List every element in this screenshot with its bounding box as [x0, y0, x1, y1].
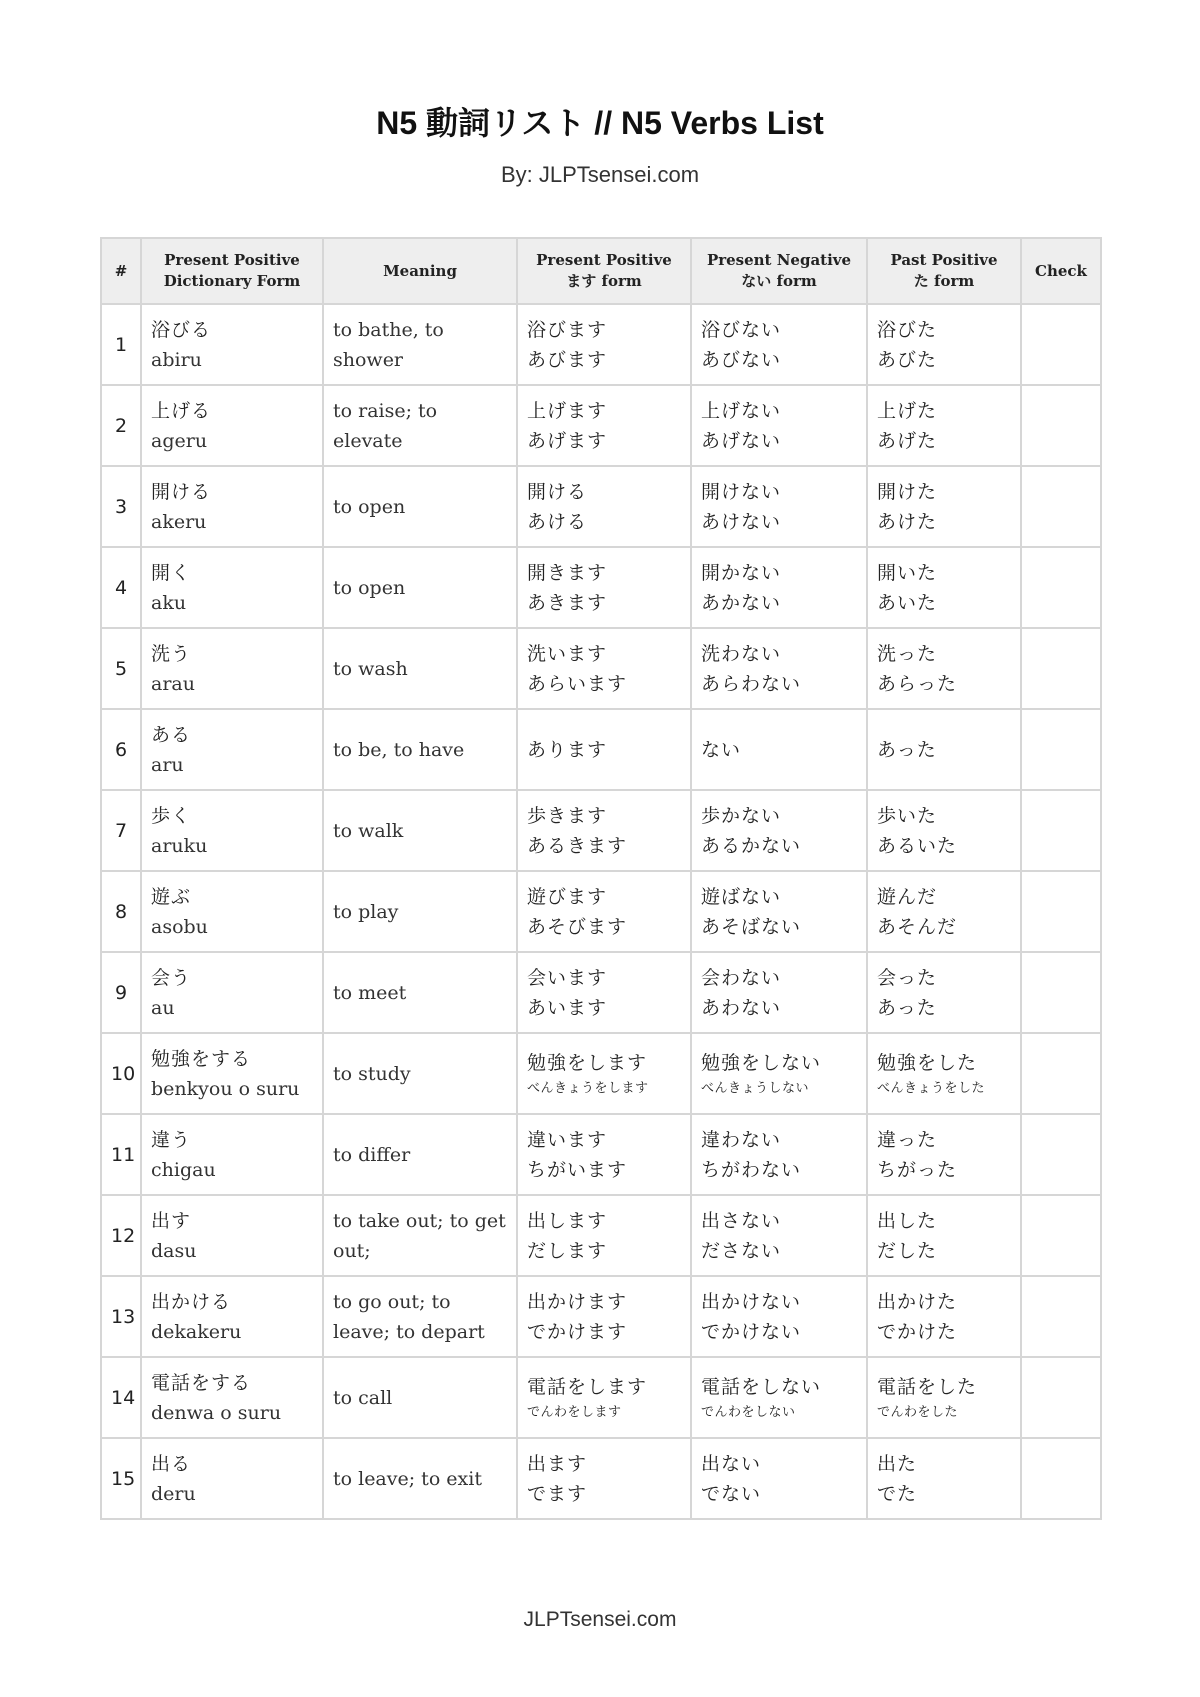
check-cell[interactable] — [1021, 1195, 1101, 1276]
ta-form-cell — [867, 385, 1021, 466]
nai-form-cell — [691, 1276, 867, 1357]
ta-form-cell-kanji: 開いた — [877, 561, 938, 584]
table-row — [101, 1195, 1101, 1276]
masu-form-cell — [517, 628, 691, 709]
ta-form-cell — [867, 871, 1021, 952]
column-header-nai-form — [691, 238, 867, 304]
ta-form-cell-kanji: 出た — [877, 1452, 918, 1475]
masu-form-cell — [517, 466, 691, 547]
masu-form-cell-reading: でかけます — [527, 1320, 628, 1343]
nai-form-cell-kanji: 洗わない — [701, 642, 782, 665]
meaning-cell: to open — [323, 466, 517, 547]
ta-form-cell — [867, 304, 1021, 385]
ta-form-cell-reading: だした — [877, 1239, 938, 1262]
meaning-cell: to raise; to elevate — [323, 385, 517, 466]
column-header-ta-form — [867, 238, 1021, 304]
nai-form-cell — [691, 790, 867, 871]
table-row — [101, 385, 1101, 466]
column-header-line: ない form — [741, 272, 817, 290]
dictionary-form-cell — [141, 790, 323, 871]
nai-form-cell — [691, 466, 867, 547]
masu-form-cell — [517, 1357, 691, 1438]
verb-romaji: abiru — [151, 348, 202, 371]
nai-form-cell — [691, 952, 867, 1033]
ta-form-cell-reading: あけた — [877, 510, 938, 533]
dictionary-form-cell — [141, 385, 323, 466]
dictionary-form-cell — [141, 547, 323, 628]
ta-form-cell — [867, 709, 1021, 790]
verb-kanji: 浴びる — [151, 318, 212, 341]
masu-form-cell — [517, 952, 691, 1033]
column-header-number: # — [101, 238, 141, 304]
nai-form-cell-kanji: 歩かない — [701, 804, 782, 827]
meaning-cell: to walk — [323, 790, 517, 871]
verb-romaji: ageru — [151, 429, 208, 452]
check-cell[interactable] — [1021, 1033, 1101, 1114]
ta-form-cell-kanji: 洗った — [877, 642, 938, 665]
ta-form-cell-kanji: 歩いた — [877, 804, 938, 827]
nai-form-cell-reading: あらわない — [701, 672, 802, 695]
table-row — [101, 1033, 1101, 1114]
nai-form-cell-reading: あるかない — [701, 834, 802, 857]
nai-form-cell-reading: あかない — [701, 591, 782, 614]
nai-form-cell-reading: ちがわない — [701, 1158, 802, 1181]
masu-form-cell-kanji: 出ます — [527, 1452, 588, 1475]
verb-romaji: akeru — [151, 510, 207, 533]
ta-form-cell-reading: あげた — [877, 429, 938, 452]
masu-form-cell-reading: あらいます — [527, 672, 628, 695]
column-header-line: Past Positive — [890, 251, 998, 269]
masu-form-cell-kanji: 歩きます — [527, 804, 608, 827]
verb-romaji: au — [151, 996, 175, 1019]
meaning-cell: to play — [323, 871, 517, 952]
table-row — [101, 1114, 1101, 1195]
verb-kanji: 電話をする — [151, 1371, 252, 1394]
dictionary-form-cell — [141, 1276, 323, 1357]
verb-kanji: 歩く — [151, 804, 192, 827]
verb-kanji: 出る — [151, 1452, 192, 1475]
column-header-meaning: Meaning — [323, 238, 517, 304]
masu-form-cell — [517, 1438, 691, 1519]
nai-form-cell — [691, 709, 867, 790]
masu-form-cell-kanji: 洗います — [527, 642, 608, 665]
ta-form-cell-reading: あらった — [877, 672, 958, 695]
verb-romaji: benkyou o suru — [151, 1077, 300, 1100]
check-cell[interactable] — [1021, 1114, 1101, 1195]
meaning-cell: to differ — [323, 1114, 517, 1195]
ta-form-cell-reading: でんわをした — [877, 1404, 959, 1420]
dictionary-form-cell — [141, 709, 323, 790]
meaning-cell: to take out; to get out; — [323, 1195, 517, 1276]
ta-form-cell-reading: あいた — [877, 591, 938, 614]
row-number: 2 — [101, 385, 141, 466]
nai-form-cell-reading: あそばない — [701, 915, 802, 938]
ta-form-cell-kanji: 電話をした — [877, 1375, 978, 1398]
verb-kanji: 上げる — [151, 399, 212, 422]
nai-form-cell — [691, 304, 867, 385]
dictionary-form-cell — [141, 1114, 323, 1195]
ta-form-cell — [867, 1195, 1021, 1276]
table-row — [101, 1438, 1101, 1519]
meaning-cell: to study — [323, 1033, 517, 1114]
nai-form-cell-reading: あげない — [701, 429, 782, 452]
nai-form-cell-kanji: 違わない — [701, 1128, 782, 1151]
page-subtitle: By: JLPTsensei.com — [500, 162, 700, 187]
nai-form-cell-kanji: 出かけない — [701, 1290, 802, 1313]
ta-form-cell — [867, 1276, 1021, 1357]
masu-form-cell-kanji: 遊びます — [527, 885, 608, 908]
ta-form-cell-kanji: 出かけた — [877, 1290, 958, 1313]
dictionary-form-cell — [141, 304, 323, 385]
verb-kanji: 勉強をする — [151, 1047, 252, 1070]
verb-romaji: dasu — [151, 1239, 197, 1262]
row-number: 1 — [101, 304, 141, 385]
ta-form-cell — [867, 466, 1021, 547]
verb-romaji: aku — [151, 591, 187, 614]
nai-form-cell — [691, 1438, 867, 1519]
verb-romaji: aru — [151, 753, 184, 776]
meaning-cell: to meet — [323, 952, 517, 1033]
masu-form-cell-kanji: 浴びます — [527, 318, 608, 341]
ta-form-cell-reading: あった — [877, 996, 937, 1019]
masu-form-cell — [517, 1276, 691, 1357]
nai-form-cell-kanji: 出ない — [701, 1452, 762, 1475]
ta-form-cell-kanji: 会った — [877, 966, 938, 989]
ta-form-cell-kanji: 勉強をした — [877, 1051, 978, 1074]
nai-form-cell-kanji: ない — [701, 738, 742, 761]
meaning-cell: to open — [323, 547, 517, 628]
verb-kanji: 違う — [151, 1128, 192, 1151]
verb-romaji: aruku — [151, 834, 208, 857]
masu-form-cell — [517, 1195, 691, 1276]
nai-form-cell — [691, 547, 867, 628]
nai-form-cell — [691, 1033, 867, 1114]
dictionary-form-cell — [141, 466, 323, 547]
verb-romaji: chigau — [151, 1158, 216, 1181]
nai-form-cell-kanji: 会わない — [701, 966, 782, 989]
ta-form-cell-reading: でた — [877, 1482, 918, 1505]
check-cell[interactable] — [1021, 1276, 1101, 1357]
ta-form-cell-kanji: 浴びた — [877, 318, 938, 341]
column-header-line: Present Positive — [536, 251, 672, 269]
masu-form-cell-kanji: 開ける — [527, 480, 588, 503]
verb-romaji: asobu — [151, 915, 208, 938]
ta-form-cell-reading: べんきょうをした — [877, 1080, 986, 1096]
masu-form-cell-kanji: 会います — [527, 966, 608, 989]
row-number: 13 — [101, 1276, 141, 1357]
masu-form-cell-reading: あげます — [527, 429, 608, 452]
row-number: 5 — [101, 628, 141, 709]
masu-form-cell-reading: あるきます — [527, 834, 628, 857]
masu-form-cell — [517, 790, 691, 871]
nai-form-cell — [691, 385, 867, 466]
masu-form-cell-reading: だします — [527, 1239, 608, 1262]
ta-form-cell-kanji: 出した — [877, 1209, 938, 1232]
meaning-cell: to go out; to leave; to depart — [323, 1276, 517, 1357]
table-row — [101, 871, 1101, 952]
dictionary-form-cell — [141, 1357, 323, 1438]
masu-form-cell-reading: あそびます — [527, 915, 628, 938]
ta-form-cell-kanji: 開けた — [877, 480, 938, 503]
row-number: 10 — [101, 1033, 141, 1114]
meaning-cell: to wash — [323, 628, 517, 709]
masu-form-cell-reading: でます — [527, 1482, 588, 1505]
check-cell[interactable] — [1021, 709, 1101, 790]
dictionary-form-cell — [141, 1195, 323, 1276]
masu-form-cell — [517, 547, 691, 628]
nai-form-cell-kanji: 勉強をしない — [701, 1051, 822, 1074]
row-number: 12 — [101, 1195, 141, 1276]
verb-kanji: 遊ぶ — [151, 885, 192, 908]
masu-form-cell-reading: ちがいます — [527, 1158, 628, 1181]
ta-form-cell — [867, 628, 1021, 709]
table-row — [101, 628, 1101, 709]
nai-form-cell — [691, 1114, 867, 1195]
column-header-line: た form — [913, 272, 975, 290]
ta-form-cell — [867, 790, 1021, 871]
ta-form-cell-reading: あるいた — [877, 834, 958, 857]
ta-form-cell-reading: あそんだ — [877, 915, 958, 938]
verb-kanji: 出す — [151, 1209, 192, 1232]
ta-form-cell — [867, 1357, 1021, 1438]
row-number: 11 — [101, 1114, 141, 1195]
row-number: 4 — [101, 547, 141, 628]
table-row — [101, 790, 1101, 871]
nai-form-cell-kanji: 出さない — [701, 1209, 782, 1232]
masu-form-cell-kanji: 違います — [527, 1128, 608, 1151]
row-number: 8 — [101, 871, 141, 952]
dictionary-form-cell — [141, 871, 323, 952]
row-number: 7 — [101, 790, 141, 871]
column-header-line: Dictionary Form — [163, 272, 301, 290]
ta-form-cell-reading: あびた — [877, 348, 938, 371]
nai-form-cell-reading: あわない — [701, 996, 782, 1019]
column-header-masu-form — [517, 238, 691, 304]
verb-kanji: 出かける — [151, 1290, 232, 1313]
masu-form-cell-kanji: 上げます — [527, 399, 608, 422]
nai-form-cell-reading: でんわをしない — [701, 1404, 796, 1420]
masu-form-cell — [517, 871, 691, 952]
ta-form-cell-kanji: 上げた — [877, 399, 938, 422]
table-header-row — [101, 238, 1101, 304]
verb-romaji: denwa o suru — [151, 1401, 282, 1424]
ta-form-cell — [867, 1033, 1021, 1114]
nai-form-cell-reading: べんきょうしない — [701, 1080, 810, 1096]
table-row — [101, 709, 1101, 790]
nai-form-cell-reading: あびない — [701, 348, 782, 371]
masu-form-cell — [517, 304, 691, 385]
nai-form-cell-kanji: 開けない — [701, 480, 782, 503]
nai-form-cell-reading: でない — [701, 1482, 762, 1505]
meaning-cell: to call — [323, 1357, 517, 1438]
table-row — [101, 547, 1101, 628]
meaning-cell: to leave; to exit — [323, 1438, 517, 1519]
ta-form-cell-kanji: 違った — [877, 1128, 938, 1151]
ta-form-cell — [867, 1438, 1021, 1519]
ta-form-cell — [867, 1114, 1021, 1195]
verb-kanji: 開ける — [151, 480, 212, 503]
check-cell[interactable] — [1021, 1438, 1101, 1519]
check-cell[interactable] — [1021, 547, 1101, 628]
nai-form-cell-kanji: 上げない — [701, 399, 782, 422]
ta-form-cell-reading: ちがった — [877, 1158, 958, 1181]
dictionary-form-cell — [141, 1438, 323, 1519]
dictionary-form-cell — [141, 952, 323, 1033]
verb-kanji: 会う — [151, 966, 192, 989]
masu-form-cell — [517, 385, 691, 466]
table-row — [101, 952, 1101, 1033]
nai-form-cell — [691, 1357, 867, 1438]
masu-form-cell-kanji: 勉強をします — [527, 1051, 648, 1074]
page-footer: JLPTsensei.com — [523, 1608, 677, 1631]
nai-form-cell-kanji: 電話をしない — [701, 1375, 822, 1398]
table-row — [101, 466, 1101, 547]
masu-form-cell — [517, 1033, 691, 1114]
row-number: 15 — [101, 1438, 141, 1519]
masu-form-cell-reading: でんわをします — [527, 1404, 622, 1420]
verb-romaji: dekakeru — [151, 1320, 242, 1343]
masu-form-cell-kanji: 出します — [527, 1209, 608, 1232]
column-header-line: Present Negative — [706, 251, 852, 269]
ta-form-cell-kanji: あった — [877, 738, 937, 761]
dictionary-form-cell — [141, 628, 323, 709]
table-row — [101, 1357, 1101, 1438]
row-number: 9 — [101, 952, 141, 1033]
masu-form-cell-reading: あける — [527, 510, 588, 533]
masu-form-cell-kanji: 開きます — [527, 561, 608, 584]
check-cell[interactable] — [1021, 952, 1101, 1033]
check-cell[interactable] — [1021, 304, 1101, 385]
check-cell[interactable] — [1021, 466, 1101, 547]
nai-form-cell-kanji: 遊ばない — [701, 885, 782, 908]
row-number: 14 — [101, 1357, 141, 1438]
check-cell[interactable] — [1021, 385, 1101, 466]
check-cell[interactable] — [1021, 628, 1101, 709]
masu-form-cell-reading: あいます — [527, 996, 608, 1019]
dictionary-form-cell — [141, 1033, 323, 1114]
masu-form-cell — [517, 1114, 691, 1195]
check-cell[interactable] — [1021, 871, 1101, 952]
check-cell[interactable] — [1021, 1357, 1101, 1438]
column-header-check: Check — [1021, 238, 1101, 304]
nai-form-cell-reading: あけない — [701, 510, 782, 533]
nai-form-cell-kanji: 開かない — [701, 561, 782, 584]
ta-form-cell-kanji: 遊んだ — [877, 885, 938, 908]
verb-kanji: 洗う — [151, 642, 192, 665]
masu-form-cell-reading: べんきょうをします — [527, 1080, 649, 1096]
row-number: 3 — [101, 466, 141, 547]
meaning-cell: to bathe, to shower — [323, 304, 517, 385]
nai-form-cell — [691, 1195, 867, 1276]
row-number: 6 — [101, 709, 141, 790]
ta-form-cell — [867, 547, 1021, 628]
masu-form-cell-kanji: あります — [527, 738, 608, 761]
masu-form-cell-kanji: 電話をします — [527, 1375, 648, 1398]
verb-kanji: ある — [151, 723, 192, 746]
masu-form-cell-reading: あきます — [527, 591, 608, 614]
table-body — [101, 304, 1101, 1519]
column-header-dictionary-form — [141, 238, 323, 304]
check-cell[interactable] — [1021, 790, 1101, 871]
masu-form-cell-kanji: 出かけます — [527, 1290, 628, 1313]
masu-form-cell-reading: あびます — [527, 348, 608, 371]
column-header-line: ます form — [566, 272, 642, 290]
column-header-line: Present Positive — [164, 251, 300, 269]
ta-form-cell-reading: でかけた — [877, 1320, 958, 1343]
nai-form-cell-reading: ださない — [701, 1239, 782, 1262]
nai-form-cell — [691, 871, 867, 952]
table-row — [101, 1276, 1101, 1357]
page-title: N5 動詞リスト // N5 Verbs List — [376, 105, 824, 141]
meaning-cell: to be, to have — [323, 709, 517, 790]
verb-romaji: arau — [151, 672, 195, 695]
verb-kanji: 開く — [151, 561, 192, 584]
nai-form-cell-reading: でかけない — [701, 1320, 802, 1343]
ta-form-cell — [867, 952, 1021, 1033]
nai-form-cell-kanji: 浴びない — [701, 318, 782, 341]
verb-romaji: deru — [151, 1482, 196, 1505]
nai-form-cell — [691, 628, 867, 709]
verbs-table — [100, 237, 1102, 1520]
table-row — [101, 304, 1101, 385]
masu-form-cell — [517, 709, 691, 790]
